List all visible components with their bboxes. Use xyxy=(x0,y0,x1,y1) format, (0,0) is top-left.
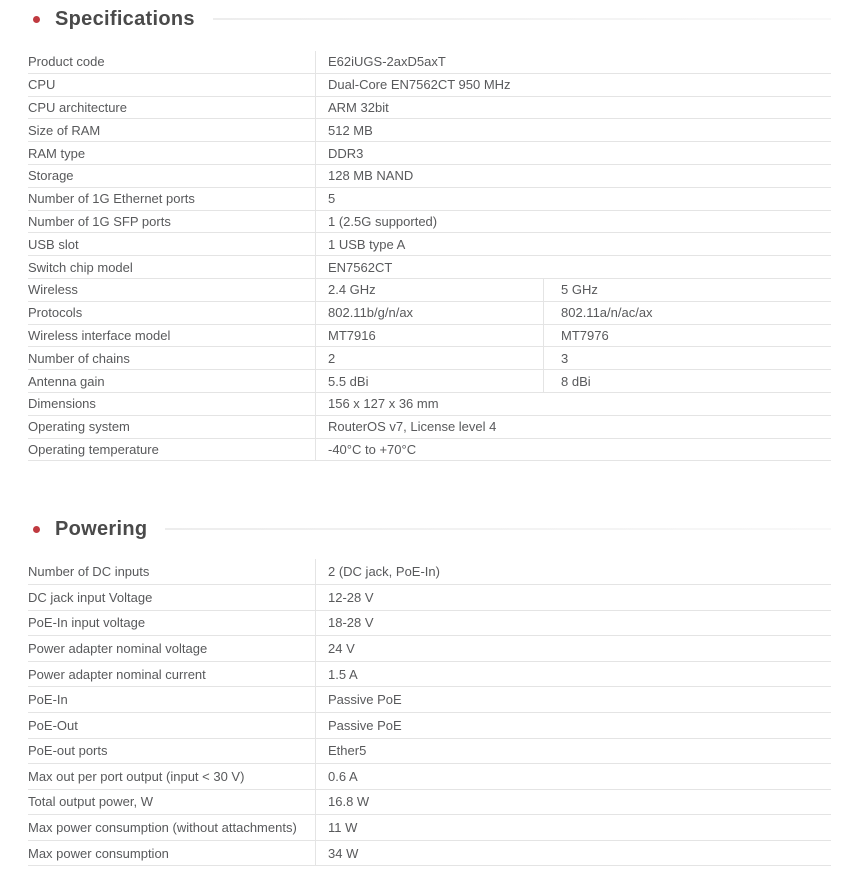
spec-row xyxy=(28,585,831,611)
section-powering xyxy=(28,517,831,866)
spec-label: Max power consumption (without attachments) xyxy=(28,815,315,841)
spec-row xyxy=(28,713,831,739)
spec-label: PoE-Out xyxy=(28,713,315,739)
spec-row xyxy=(28,559,831,585)
specifications-header xyxy=(28,7,831,31)
spec-row xyxy=(28,636,831,662)
spec-label: DC jack input Voltage xyxy=(28,585,315,611)
spec-value: 34 W xyxy=(315,841,831,867)
spec-row xyxy=(28,739,831,765)
spec-value: Passive PoE xyxy=(315,687,831,713)
spec-value: 3 xyxy=(543,347,831,370)
spec-label: PoE-In input voltage xyxy=(28,611,315,637)
spec-value: MT7976 xyxy=(543,325,831,348)
spec-row xyxy=(28,119,831,142)
spec-label: Antenna gain xyxy=(28,370,315,393)
spec-row xyxy=(28,233,831,256)
spec-row xyxy=(28,687,831,713)
spec-label: USB slot xyxy=(28,233,315,256)
spec-value: MT7916 xyxy=(315,325,543,348)
spec-label: Operating system xyxy=(28,416,315,439)
spec-label: Number of chains xyxy=(28,347,315,370)
spec-row xyxy=(28,51,831,74)
spec-row xyxy=(28,256,831,279)
spec-value: -40°C to +70°C xyxy=(315,439,831,462)
spec-value: EN7562CT xyxy=(315,256,831,279)
spec-label: Number of DC inputs xyxy=(28,559,315,585)
spec-row xyxy=(28,393,831,416)
spec-row xyxy=(28,764,831,790)
spec-value: 24 V xyxy=(315,636,831,662)
spec-value: 18-28 V xyxy=(315,611,831,637)
section-title: Powering xyxy=(55,517,148,540)
spec-value: 8 dBi xyxy=(543,370,831,393)
spec-label: Wireless xyxy=(28,279,315,302)
spec-row xyxy=(28,815,831,841)
spec-value: 2 xyxy=(315,347,543,370)
spec-label: Number of 1G SFP ports xyxy=(28,211,315,234)
spec-label: PoE-out ports xyxy=(28,739,315,765)
spec-value: Passive PoE xyxy=(315,713,831,739)
spec-label: Storage xyxy=(28,165,315,188)
spec-row xyxy=(28,416,831,439)
spec-value: 5.5 dBi xyxy=(315,370,543,393)
spec-row xyxy=(28,439,831,462)
section-divider xyxy=(213,18,831,20)
spec-value: 802.11a/n/ac/ax xyxy=(543,302,831,325)
spec-value: 2 (DC jack, PoE-In) xyxy=(315,559,831,585)
spec-row xyxy=(28,611,831,637)
section-divider xyxy=(165,528,831,530)
spec-row xyxy=(28,188,831,211)
spec-row xyxy=(28,279,831,302)
spec-row xyxy=(28,302,831,325)
spec-row xyxy=(28,662,831,688)
spec-value: 5 GHz xyxy=(543,279,831,302)
spec-value: 128 MB NAND xyxy=(315,165,831,188)
spec-label: Max out per port output (input < 30 V) xyxy=(28,764,315,790)
section-title: Specifications xyxy=(55,7,195,30)
spec-value: RouterOS v7, License level 4 xyxy=(315,416,831,439)
red-bullet-icon xyxy=(33,16,40,23)
spec-label: CPU xyxy=(28,74,315,97)
specifications-table xyxy=(28,51,831,461)
spec-value: DDR3 xyxy=(315,142,831,165)
spec-label: CPU architecture xyxy=(28,97,315,120)
powering-header xyxy=(28,517,831,541)
spec-label: RAM type xyxy=(28,142,315,165)
spec-label: Total output power, W xyxy=(28,790,315,816)
spec-value: 156 x 127 x 36 mm xyxy=(315,393,831,416)
section-specifications xyxy=(28,7,831,461)
spec-label: Number of 1G Ethernet ports xyxy=(28,188,315,211)
spec-value: 1 (2.5G supported) xyxy=(315,211,831,234)
spec-value: 1.5 A xyxy=(315,662,831,688)
spec-row xyxy=(28,325,831,348)
spec-row xyxy=(28,370,831,393)
spec-row xyxy=(28,74,831,97)
spec-value: 12-28 V xyxy=(315,585,831,611)
spec-row xyxy=(28,165,831,188)
spec-value: 512 MB xyxy=(315,119,831,142)
spec-label: Size of RAM xyxy=(28,119,315,142)
spec-label: Power adapter nominal voltage xyxy=(28,636,315,662)
spec-value: 2.4 GHz xyxy=(315,279,543,302)
spec-value: E62iUGS-2axD5axT xyxy=(315,51,831,74)
spec-value: 1 USB type A xyxy=(315,233,831,256)
spec-label: Operating temperature xyxy=(28,439,315,462)
spec-row xyxy=(28,142,831,165)
spec-value: 16.8 W xyxy=(315,790,831,816)
spec-label: Switch chip model xyxy=(28,256,315,279)
spec-label: Max power consumption xyxy=(28,841,315,867)
spec-label: Product code xyxy=(28,51,315,74)
spec-value: Dual-Core EN7562CT 950 MHz xyxy=(315,74,831,97)
spec-label: PoE-In xyxy=(28,687,315,713)
powering-table xyxy=(28,559,831,866)
spec-row xyxy=(28,790,831,816)
spec-row xyxy=(28,841,831,867)
spec-value: ARM 32bit xyxy=(315,97,831,120)
spec-label: Power adapter nominal current xyxy=(28,662,315,688)
red-bullet-icon xyxy=(33,526,40,533)
spec-label: Dimensions xyxy=(28,393,315,416)
spec-row xyxy=(28,97,831,120)
spec-value: 0.6 A xyxy=(315,764,831,790)
spec-label: Protocols xyxy=(28,302,315,325)
spec-value: 802.11b/g/n/ax xyxy=(315,302,543,325)
spec-value: 11 W xyxy=(315,815,831,841)
spec-row xyxy=(28,347,831,370)
spec-row xyxy=(28,211,831,234)
spec-value: Ether5 xyxy=(315,739,831,765)
spec-label: Wireless interface model xyxy=(28,325,315,348)
spec-value: 5 xyxy=(315,188,831,211)
